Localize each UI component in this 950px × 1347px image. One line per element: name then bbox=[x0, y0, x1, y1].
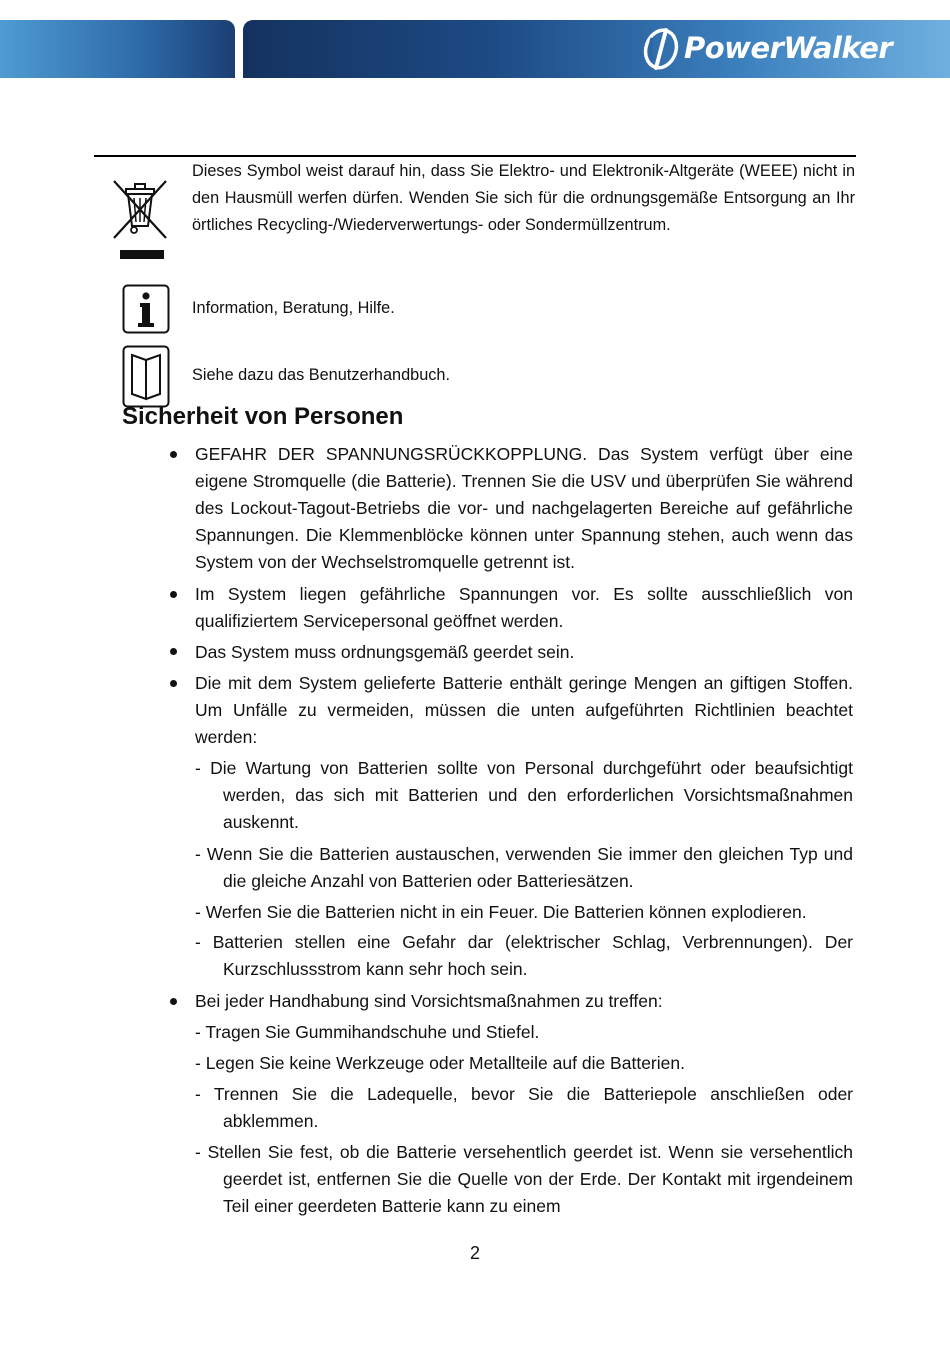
brand-logo bbox=[640, 24, 940, 74]
page-header bbox=[0, 0, 950, 82]
info-icon bbox=[122, 284, 170, 334]
safety-bullet: Im System liegen gefährliche Spannungen vor. Es sollte ausschließlich von qualifiziertem Servicepersonal geöffnet werden. bbox=[195, 584, 853, 631]
page-number: 2 bbox=[469, 1243, 480, 1263]
guideline-item: - Wenn Sie die Batterien austauschen, verwenden Sie immer den gleichen Typ und die gleiche Anzahl von Batterien oder Batteriesätzen. bbox=[195, 844, 853, 891]
precaution-item: - Trennen Sie die Ladequelle, bevor Sie die Batteriepole anschließen oder abklemmen. bbox=[195, 1084, 853, 1131]
guideline-item: - Werfen Sie die Batterien nicht in ein Feuer. Die Batterien können explodieren. bbox=[195, 902, 807, 922]
precaution-item: - Tragen Sie Gummihandschuhe und Stiefel. bbox=[195, 1022, 540, 1042]
bullet-marker bbox=[170, 648, 177, 655]
manual-book-icon bbox=[122, 345, 170, 409]
safety-bullet: Das System muss ordnungsgemäß geerdet sein. bbox=[195, 642, 575, 662]
guideline-item: - Die Wartung von Batterien sollte von Personal durchgeführt oder beaufsichtigt werden, das sich mit Batterien und den erforderlichen Vorsichtsmaßnahmen auskennt. bbox=[195, 758, 853, 832]
info-symbol-text: Information, Beratung, Hilfe. bbox=[192, 299, 395, 317]
guideline-item: - Batterien stellen eine Gefahr dar (elektrischer Schlag, Verbrennungen). Der Kurzschlussstrom kann sehr hoch sein. bbox=[195, 932, 853, 979]
safety-bullet: Bei jeder Handhabung sind Vorsichtsmaßnahmen zu treffen: bbox=[195, 991, 663, 1011]
section-heading: Sicherheit von Personen bbox=[122, 403, 404, 430]
info-symbol-row bbox=[122, 284, 170, 339]
brand-name: PowerWalker bbox=[684, 31, 893, 65]
weee-symbol-text: Dieses Symbol weist darauf hin, dass Sie Elektro- und Elektronik-Altgeräte (WEEE) nicht in den Hausmüll werfen dürfen. Wenden Sie sich für die ordnungsgemäße Entsorgung an Ihr örtliches Recycling-/Wiederverwertungs- oder Sondermüllzentrum. bbox=[192, 162, 855, 234]
bullet-marker bbox=[170, 451, 177, 458]
bullet-marker bbox=[170, 591, 177, 598]
bullet-marker bbox=[170, 680, 177, 687]
safety-bullet: GEFAHR DER SPANNUNGSRÜCKKOPPLUNG. Das System verfügt über eine eigene Stromquelle (die Batterie). Trennen Sie die USV und überprüfen Sie während des Lockout-Tagout-Betriebs die vor- und nachgelagerten Bereiche auf gefährliche Spannungen. Die Klemmenblöcke können unter Spannung stehen, auch wenn das System von der Wechselstromquelle getrennt ist. bbox=[195, 444, 853, 572]
safety-bullet: Die mit dem System gelieferte Batterie enthält geringe Mengen an giftigen Stoffen. Um Unfälle zu vermeiden, müssen die unten aufgeführten Richtlinien beachtet werden: bbox=[195, 673, 853, 747]
manual-symbol-text: Siehe dazu das Benutzerhandbuch. bbox=[192, 366, 450, 384]
top-rule bbox=[94, 155, 856, 157]
precaution-item: - Legen Sie keine Werkzeuge oder Metallteile auf die Batterien. bbox=[195, 1053, 685, 1073]
weee-crossed-bin-icon bbox=[108, 176, 172, 262]
header-bar-left bbox=[0, 20, 235, 78]
powerwalker-logo-icon bbox=[640, 24, 684, 74]
precaution-item: - Stellen Sie fest, ob die Batterie versehentlich geerdet ist. Wenn sie versehentlich geerdet ist, entfernen Sie die Quelle von der Erde. Der Kontakt mit irgendeinem Teil einer geerdeten Batterie kann zu einem bbox=[195, 1142, 853, 1216]
weee-symbol-row bbox=[108, 176, 172, 267]
bullet-marker bbox=[170, 998, 177, 1005]
